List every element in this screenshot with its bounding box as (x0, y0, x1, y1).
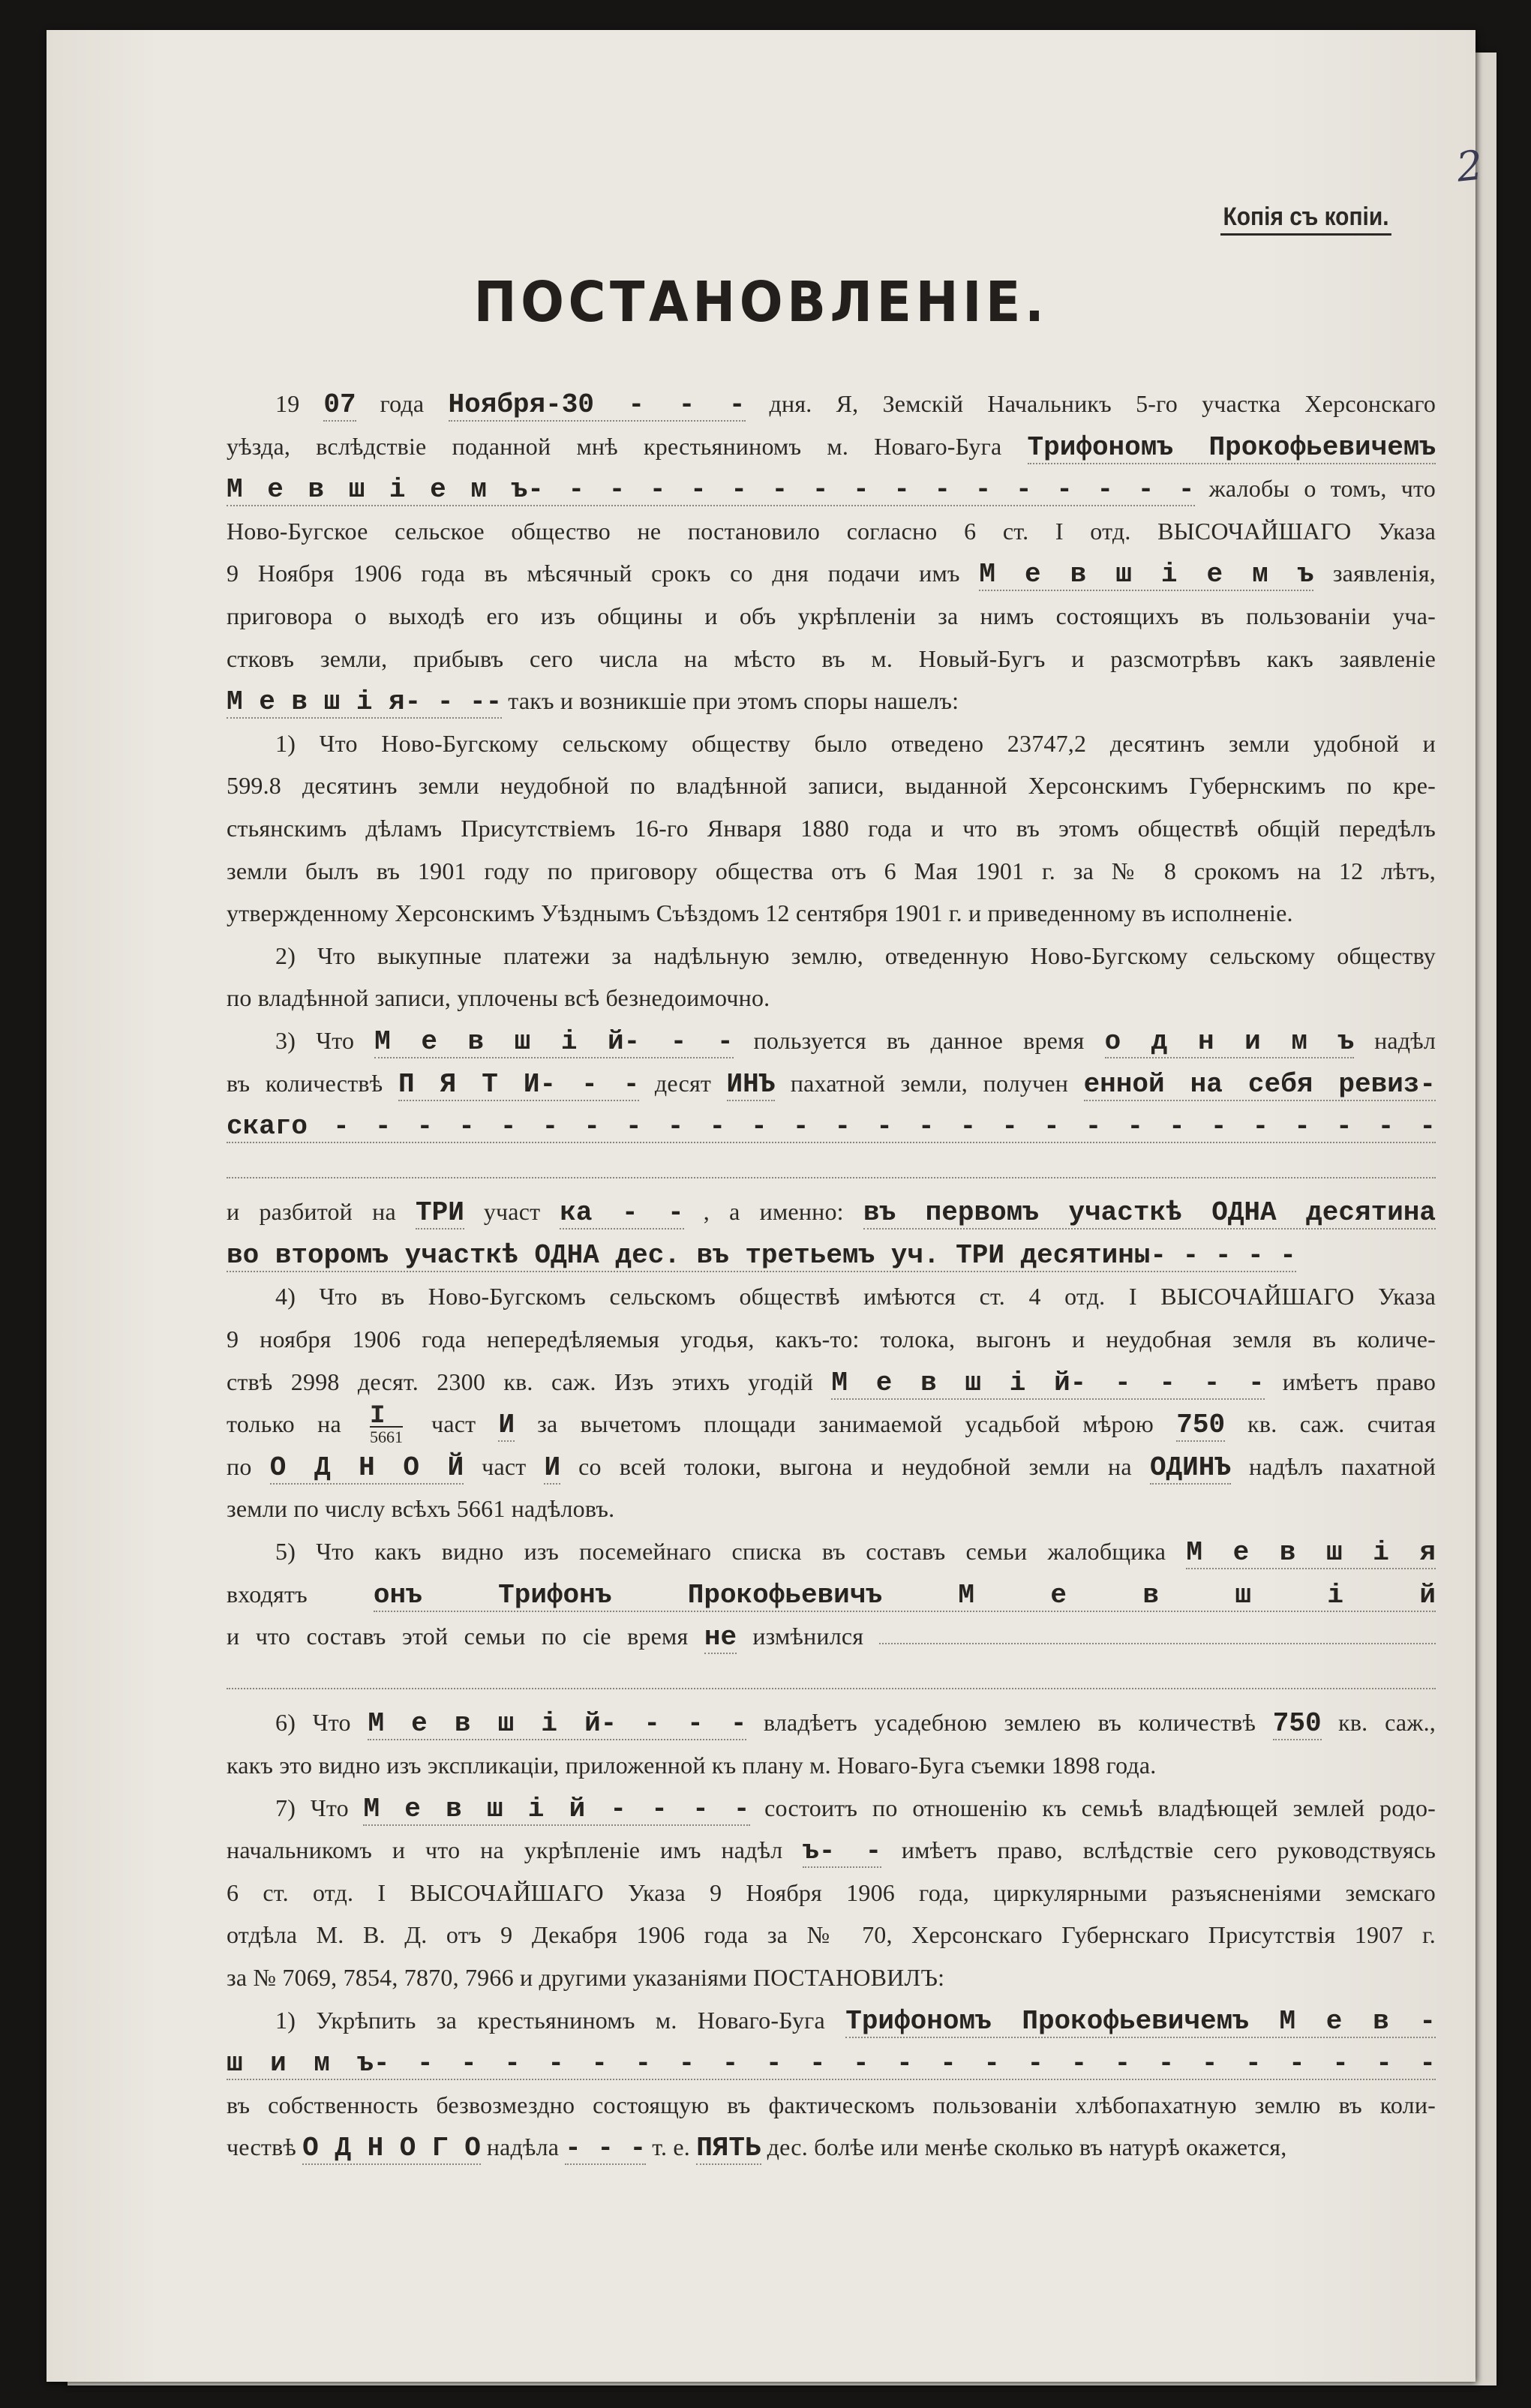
printed-text: кв. саж., (1338, 1709, 1436, 1737)
typed-entry: М е в ш і е м ъ (979, 559, 1314, 590)
printed-text: 9 Ноября 1906 года въ мѣсячный срокъ со дня подачи имъ (227, 560, 980, 587)
text-line (227, 1361, 1436, 1404)
text-line (227, 638, 1436, 680)
printed-text: 3) Что (275, 1026, 355, 1054)
text-line (227, 1999, 1436, 2042)
text-line (227, 425, 1436, 468)
printed-text: 6) Что (275, 1709, 368, 1737)
text-line (227, 680, 1436, 722)
typed-entry: во второмъ участкѣ ОДНА дес. въ третьемъ уч. ТРИ десятины- - - - - (227, 1239, 1296, 1271)
text-line (227, 1829, 1436, 1872)
printed-text: года (380, 390, 449, 417)
text-line (227, 2126, 1436, 2169)
printed-text: дня. Я, Земскій Начальникъ 5-го участка Херсонскаго (769, 390, 1436, 417)
typed-entry: - - - (565, 2133, 647, 2164)
text-line (227, 1956, 1436, 1999)
printed-text: 7) Что (275, 1794, 349, 1821)
text-line (227, 1147, 1436, 1178)
printed-text: част (431, 1410, 476, 1438)
typed-entry: М е в ш і я (1186, 1537, 1436, 1569)
printed-text: 19 (275, 390, 300, 417)
typed-entry: Ноября-30 - - - (448, 389, 746, 420)
printed-text: отдѣла М. В. Д. отъ 9 Декабря 1906 года за № 70, Херсонскаго Губернскаго Присутствія 1907 г. (227, 1921, 1436, 1949)
text-line (227, 1658, 1436, 1689)
text-line (227, 850, 1436, 893)
printed-text: въ количествѣ (227, 1069, 398, 1097)
printed-text: уѣзда, вслѣдствіе поданной мнѣ крестьяниномъ м. Новаго-Буга (227, 432, 1028, 460)
printed-text: заявленія, (1332, 560, 1436, 587)
typed-entry: О Д Н О Й (269, 1452, 464, 1483)
printed-text: входятъ (227, 1580, 374, 1608)
typed-entry: 750 (1272, 1708, 1322, 1740)
printed-text: ствѣ 2998 десят. 2300 кв. саж. Изъ этихъ угодій (227, 1368, 832, 1395)
printed-text: 4) Что въ Ново-Бугскомъ сельскомъ обществѣ имѣются ст. 4 отд. I ВЫСОЧАЙШАГО Указа (275, 1283, 1436, 1311)
printed-text: чествѣ (227, 2133, 303, 2161)
text-line (227, 510, 1436, 553)
printed-text: част (482, 1452, 527, 1480)
printed-text: за № 7069, 7854, 7870, 7966 и другими указаніями ПОСТАНОВИЛЪ: (227, 1963, 945, 1991)
printed-text: и разбитой на (227, 1198, 416, 1226)
printed-text: какъ это видно изъ экспликаціи, приложенной къ плану м. Новаго-Буга съемки 1898 года. (227, 1752, 1157, 1779)
text-line (227, 1062, 1436, 1105)
printed-text: 1) Что Ново-Бугскому сельскому обществу было отведено 23747,2 десятинъ земли удобной и (275, 729, 1436, 757)
document-page (47, 30, 1485, 2382)
typed-entry: ка - - (560, 1197, 684, 1229)
text-line (227, 2084, 1436, 2127)
printed-text: пахатной земли, получен (790, 1069, 1069, 1097)
typed-entry: ш и м ъ- - - - - - - - - - - - - - - - - - - - - - - - - (227, 2048, 1436, 2079)
printed-text: земли былъ въ 1901 году по приговору общества отъ 6 Мая 1901 г. за № 8 срокомъ на 12 лѣтъ, (227, 857, 1436, 884)
printed-text: и что составъ этой семьи по сіе время (227, 1623, 704, 1650)
printed-text: со всей толоки, выгона и неудобной земли на (578, 1452, 1150, 1480)
text-line (227, 977, 1436, 1019)
document-body (227, 383, 1436, 2169)
printed-text: т. е. (652, 2133, 697, 2161)
printed-text: надѣла (486, 2133, 560, 2161)
typed-entry: ъ- - (803, 1836, 882, 1867)
text-line (227, 1787, 1436, 1830)
typed-entry: ОДИНЪ (1149, 1452, 1231, 1483)
printed-text: за вычетомъ площади занимаемой усадьбой мѣрою (537, 1410, 1177, 1438)
typed-entry: М е в ш і й - - - - (363, 1793, 750, 1824)
text-line (227, 1019, 1436, 1062)
handwritten-page-number: 2 (1454, 141, 1485, 191)
typed-entry: Трифономъ Прокофьевичемъ (1027, 431, 1436, 463)
printed-text: 9 ноября 1906 года непередѣляемыя угодья, какъ-то: толока, выгонъ и неудобная земля въ количе- (227, 1326, 1436, 1353)
dotted-fill (879, 1620, 1436, 1644)
printed-text: 2) Что выкупные платежи за надѣльную землю, отведенную Ново-Бугскому сельскому обществу (275, 941, 1436, 969)
typed-entry: М е в ш і й- - - - (368, 1708, 747, 1740)
text-line (227, 2041, 1436, 2084)
printed-text: 5) Что какъ видно изъ посемейнаго списка въ составъ семьи жалобщика (275, 1538, 1187, 1566)
typed-entry: М е в ш і й- - - (374, 1025, 734, 1057)
printed-text: въ собственность безвозмездно состоящую въ фактическомъ пользованіи хлѣбопахатную землю въ коли- (227, 2091, 1436, 2118)
text-line (227, 1488, 1436, 1530)
printed-text: надѣл (1374, 1026, 1436, 1054)
typed-entry: И (498, 1410, 515, 1441)
text-line (227, 1701, 1436, 1744)
typed-entry: енной на себя ревиз- (1083, 1068, 1436, 1100)
typed-entry: 07 (323, 389, 356, 420)
printed-text: такъ и возникшіе при этомъ споры нашелъ: (508, 687, 959, 715)
printed-text: утвержденному Херсонскимъ Уѣзднымъ Съѣздомъ 12 сентября 1901 г. и приведенному въ исполненіе. (227, 899, 1293, 927)
printed-text: надѣлъ пахатной (1248, 1452, 1436, 1480)
text-line (227, 1530, 1436, 1573)
text-line (227, 1872, 1436, 1914)
printed-text: состоитъ по отношенію къ семьѣ владѣющей землей родо- (764, 1794, 1436, 1821)
printed-text: владѣетъ усадебною землею въ количествѣ (763, 1709, 1273, 1737)
printed-text: 599.8 десятинъ земли неудобной по владѣнной записи, выданной Херсонскимъ Губернскимъ по кре- (227, 772, 1436, 800)
typed-entry: онъ Трифонъ Прокофьевичъ М е в ш і й (373, 1579, 1436, 1611)
printed-text: кв. саж. считая (1247, 1410, 1436, 1438)
typed-entry: ИНЪ (726, 1068, 776, 1100)
printed-text: стьянскимъ дѣламъ Присутствіемъ 16-го Января 1880 года и что въ этомъ обществѣ общій передѣлъ (227, 814, 1436, 842)
document-title: ПОСТАНОВЛЕНІЕ. (473, 270, 1049, 335)
text-line (227, 1104, 1436, 1147)
text-line (227, 552, 1436, 595)
typed-entry: М е в ш і й- - - - - (831, 1367, 1265, 1398)
printed-text: , а именно: (703, 1198, 863, 1226)
text-line (227, 1190, 1436, 1233)
printed-text: 1) Укрѣпить за крестьяниномъ м. Новаго-Буга (275, 2006, 846, 2034)
text-line (227, 807, 1436, 850)
fraction-numerator: I (370, 1407, 403, 1428)
text-line (227, 1403, 1436, 1446)
fraction (369, 1401, 403, 1447)
fraction-denominator: 5661 (369, 1427, 403, 1446)
typed-entry: въ первомъ участкѣ ОДНА десятина (863, 1197, 1436, 1229)
printed-text: имѣетъ право, вслѣдствіе сего руководствуясь (901, 1836, 1436, 1864)
text-line (227, 1318, 1436, 1361)
text-line (227, 1914, 1436, 1956)
text-line (227, 935, 1436, 977)
printed-text: земли по числу всѣхъ 5661 надѣловъ. (227, 1495, 615, 1523)
printed-text: начальникомъ и что на укрѣпленіе имъ надѣл (227, 1836, 783, 1864)
typed-entry: ТРИ (416, 1197, 464, 1229)
typed-entry: М е в ш і я- - -- (227, 686, 503, 718)
printed-text: имѣетъ право (1282, 1368, 1436, 1395)
text-line (227, 892, 1436, 935)
text-line (227, 1615, 1436, 1658)
printed-text: по владѣнной записи, уплочены всѣ безнедоимочно. (227, 984, 770, 1012)
printed-text: Ново-Бугское сельское общество не постановило согласно 6 ст. I отд. ВЫСОЧАЙШАГО Указа (227, 517, 1436, 545)
text-line (227, 1275, 1436, 1318)
typed-entry: не (704, 1622, 737, 1653)
printed-text: по (227, 1452, 270, 1480)
printed-text: приговора о выходѣ его изъ общины и объ укрѣпленіи за нимъ состоящихъ въ пользованіи уча- (227, 602, 1436, 629)
text-line (227, 1233, 1436, 1276)
text-line (227, 1573, 1436, 1616)
typed-entry: ПЯТЬ (696, 2133, 761, 2164)
typed-entry: скаго - - - - - - - - - - - - - - - - - - - - - - - - - - - (227, 1111, 1436, 1142)
text-line (227, 595, 1436, 638)
typed-entry: М е в ш і е м ъ- - - - - - - - - - - - - - - - - (227, 474, 1195, 506)
typed-entry: П Я Т И- - - (398, 1068, 640, 1100)
printed-text: участ (483, 1198, 541, 1226)
typed-entry: Трифономъ Прокофьевичемъ М е в - (845, 2005, 1436, 2037)
typed-entry: о д н и м ъ (1104, 1025, 1355, 1057)
printed-text: пользуется въ данное время (753, 1026, 1105, 1054)
text-line (227, 722, 1436, 765)
printed-text: десят (654, 1069, 712, 1097)
text-line (227, 1744, 1436, 1787)
printed-text: стковъ земли, прибывъ сего числа на мѣсто въ м. Новый-Бугъ и разсмотрѣвъ какъ заявленіе (227, 644, 1436, 672)
typed-entry: О Д Н О Г О (302, 2133, 481, 2164)
printed-text: дес. болѣе или менѣе сколько въ натурѣ окажется, (767, 2133, 1287, 2161)
text-line (227, 383, 1436, 425)
printed-text: 6 ст. отд. I ВЫСОЧАЙШАГО Указа 9 Ноября 1906 года, циркулярными разъясненіями земскаго (227, 1878, 1436, 1906)
printed-text: измѣнился (752, 1623, 864, 1650)
printed-text: только на (227, 1410, 341, 1438)
printed-text: жалобы о томъ, что (1208, 475, 1436, 503)
text-line (227, 1446, 1436, 1488)
typed-entry: 750 (1176, 1410, 1226, 1441)
copy-mark: Копія съ копіи. (1220, 203, 1391, 236)
text-line (227, 467, 1436, 510)
typed-entry: И (544, 1452, 561, 1483)
text-line (227, 764, 1436, 807)
